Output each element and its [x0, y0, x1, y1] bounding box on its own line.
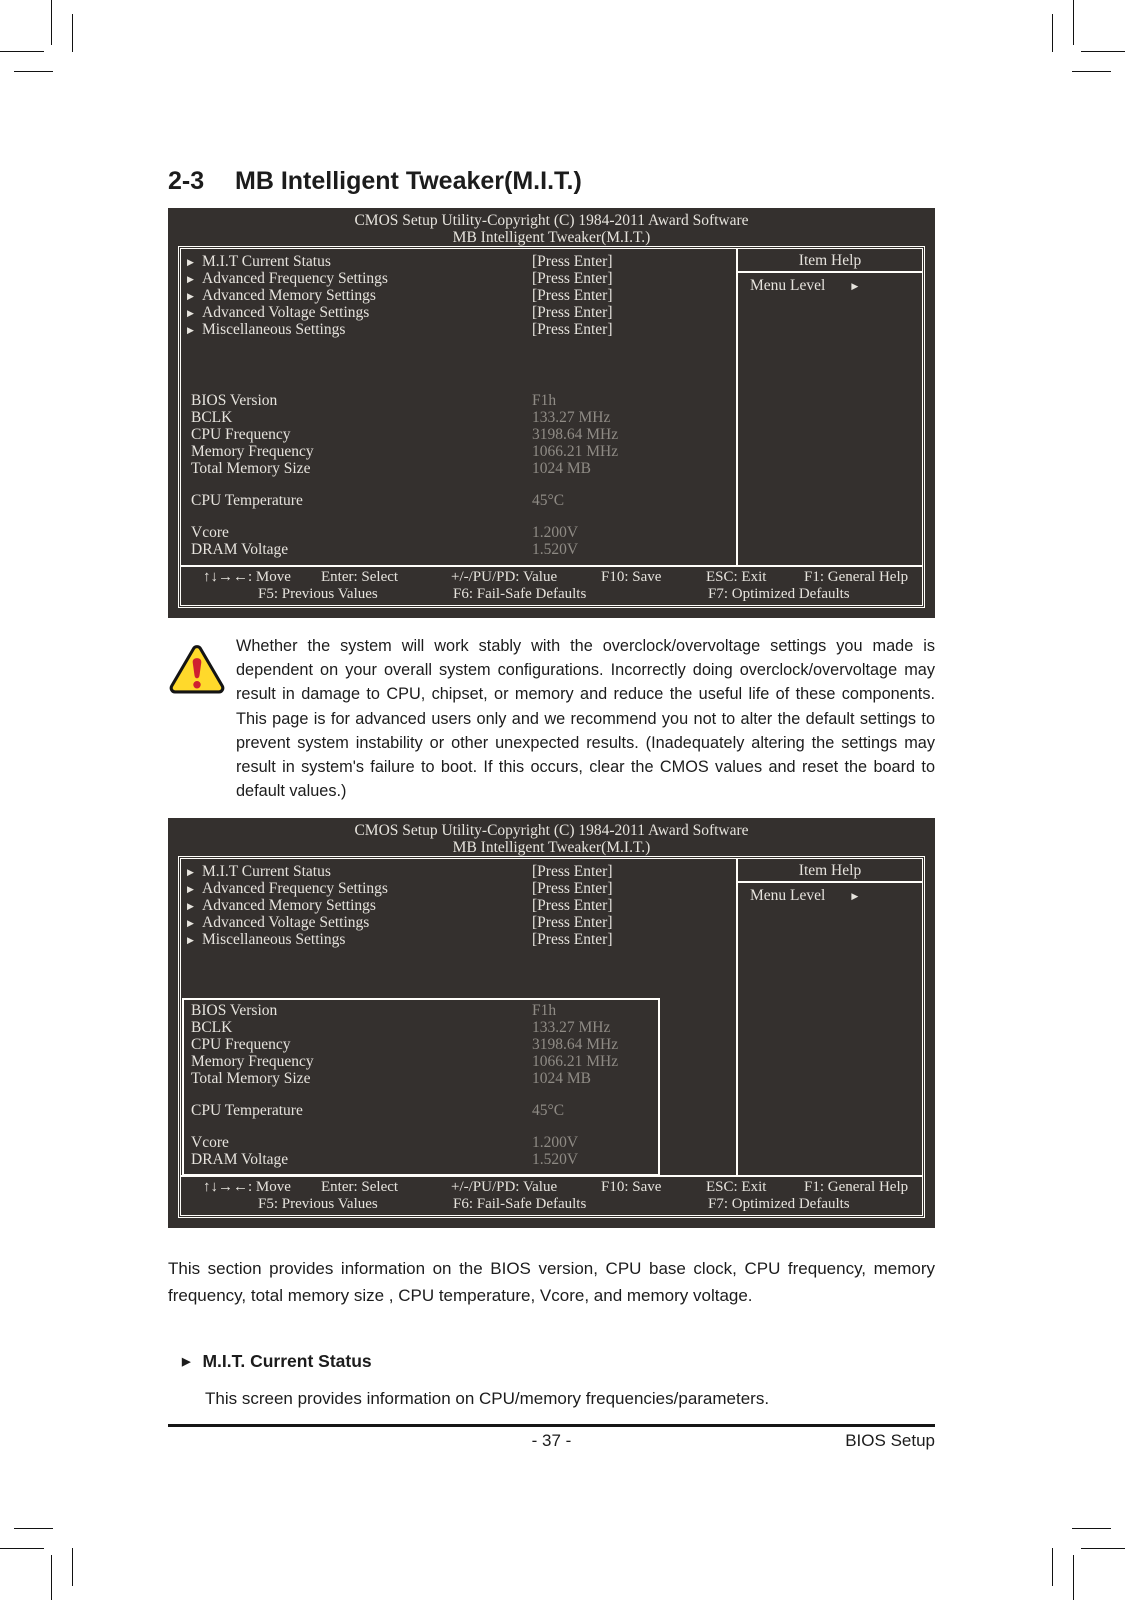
bios-key-legend [181, 1175, 922, 1215]
crop-mark [1072, 71, 1111, 72]
legend-row-1 [181, 569, 922, 586]
submenu-arrow-icon: ▶ [187, 274, 194, 284]
legend-previous-values: F5: Previous Values [258, 586, 378, 602]
warning-note [168, 634, 935, 803]
info-row-total-memory [181, 460, 736, 477]
info-label: BIOS Version [191, 392, 278, 409]
menu-item-value: [Press Enter] [532, 270, 613, 287]
item-help-panel [738, 249, 922, 565]
section-number: 2-3 [168, 167, 205, 195]
info-label: CPU Frequency [191, 426, 291, 443]
menu-item-value: [Press Enter] [532, 931, 613, 948]
subsection-body: This screen provides information on CPU/memory frequencies/parameters. [205, 1389, 770, 1408]
crop-mark [1073, 1555, 1074, 1600]
info-value: 1.520V [532, 541, 579, 558]
menu-item-advanced-voltage [181, 914, 736, 931]
info-label: Total Memory Size [191, 1070, 311, 1087]
subsection-title [168, 1350, 935, 1373]
info-row-cpu-frequency [181, 426, 736, 443]
crop-mark [1081, 51, 1125, 52]
menu-item-label: M.I.T Current Status [202, 863, 331, 880]
bios-key-legend [181, 565, 922, 605]
bios-setup-screenshot [168, 208, 935, 618]
menu-item-value: [Press Enter] [532, 863, 613, 880]
menu-item-miscellaneous [181, 931, 736, 948]
item-help-title: Item Help [738, 249, 922, 273]
menu-item-label: Miscellaneous Settings [202, 321, 346, 338]
info-row-memory-frequency [181, 443, 736, 460]
info-row-bios-version [181, 392, 736, 409]
menu-item-label: Miscellaneous Settings [202, 931, 346, 948]
menu-item-advanced-memory [181, 897, 736, 914]
info-row-bclk [181, 1019, 736, 1036]
info-row-dram-voltage [181, 1151, 736, 1168]
info-label: BIOS Version [191, 1002, 278, 1019]
legend-save: F10: Save [601, 569, 662, 585]
bios-header-page-title: MB Intelligent Tweaker(M.I.T.) [452, 229, 651, 246]
crop-mark [1052, 1548, 1053, 1586]
info-label: DRAM Voltage [191, 1151, 289, 1168]
legend-value: +/-/PU/PD: Value [451, 1179, 558, 1195]
info-value: 1066.21 MHz [532, 443, 619, 460]
info-label: BCLK [191, 409, 233, 426]
submenu-arrow-icon: ▶ [187, 884, 194, 894]
menu-level-row [738, 273, 922, 295]
legend-move: ↑↓→←: Move [203, 1179, 291, 1195]
submenu-arrow-icon: ▶ [187, 901, 194, 911]
info-value: 1.520V [532, 1151, 579, 1168]
info-label: Vcore [191, 1134, 229, 1151]
info-row-bclk [181, 409, 736, 426]
menu-item-label: Advanced Frequency Settings [202, 880, 388, 897]
page-footer [168, 1431, 935, 1453]
legend-move: ↑↓→←: Move [203, 569, 291, 585]
item-help-panel [738, 859, 922, 1175]
menu-item-label: M.I.T Current Status [202, 253, 331, 270]
subsection-title-text: M.I.T. Current Status [202, 1351, 372, 1371]
menu-level-label: Menu Level [750, 277, 826, 294]
legend-failsafe-defaults: F6: Fail-Safe Defaults [453, 586, 587, 602]
info-value: F1h [532, 392, 557, 409]
menu-item-advanced-voltage [181, 304, 736, 321]
info-value: 1.200V [532, 1134, 579, 1151]
menu-level-row [738, 883, 922, 905]
legend-row-2 [181, 586, 922, 603]
heading-arrow-icon: ▶ [182, 1356, 191, 1368]
crop-mark [0, 1548, 44, 1549]
crop-mark [51, 1555, 52, 1600]
info-value: 1024 MB [532, 1070, 591, 1087]
menu-item-value: [Press Enter] [532, 253, 613, 270]
info-value: 1066.21 MHz [532, 1053, 619, 1070]
info-row-memory-frequency [181, 1053, 736, 1070]
legend-save: F10: Save [601, 1179, 662, 1195]
footer-section-name: BIOS Setup [845, 1431, 935, 1450]
bios-info-block [181, 392, 736, 558]
info-label: CPU Temperature [191, 1102, 303, 1119]
crop-mark [51, 0, 52, 45]
legend-failsafe-defaults: F6: Fail-Safe Defaults [453, 1196, 587, 1212]
info-label: Memory Frequency [191, 443, 314, 460]
page-title [168, 166, 582, 196]
crop-mark [72, 1548, 73, 1586]
menu-item-advanced-frequency [181, 270, 736, 287]
page-number: - 37 - [531, 1431, 572, 1450]
legend-value: +/-/PU/PD: Value [451, 569, 558, 585]
bios-screenshot-first [168, 208, 935, 618]
legend-optimized-defaults: F7: Optimized Defaults [708, 1196, 850, 1212]
crop-mark [1073, 0, 1074, 45]
menu-level-arrow-icon: ▶ [851, 891, 859, 901]
warning-text: Whether the system will work stably with the overclock/overvoltage settings you made is dependent on your overall system configurations. Incorrectly doing overclock/overvoltage may result in damage to CPU, chipset, or memory and reduce the useful life of these components. This page is for advanced users only and we recommend you not to alter the default settings to prevent system instability or other unexpected results. (Inadequately altering the settings may result in system's failure to boot. If this occurs, clear the CMOS values and reset the board to default values.) [236, 637, 935, 801]
submenu-arrow-icon: ▶ [187, 308, 194, 318]
info-value: 1.200V [532, 524, 579, 541]
menu-level-label: Menu Level [750, 887, 826, 904]
submenu-arrow-icon: ▶ [187, 935, 194, 945]
info-label: DRAM Voltage [191, 541, 289, 558]
menu-item-label: Advanced Memory Settings [202, 287, 376, 304]
bios-header-copyright: CMOS Setup Utility-Copyright (C) 1984-2011 Award Software [354, 822, 749, 839]
menu-item-value: [Press Enter] [532, 880, 613, 897]
menu-item-advanced-memory [181, 287, 736, 304]
menu-item-label: Advanced Frequency Settings [202, 270, 388, 287]
info-value: 133.27 MHz [532, 409, 611, 426]
info-row-cpu-temperature [181, 1102, 736, 1119]
crop-mark [14, 1528, 53, 1529]
crop-mark [1052, 14, 1053, 52]
subsection-mit-current-status [168, 1350, 935, 1410]
crop-mark [0, 51, 44, 52]
info-row-dram-voltage [181, 541, 736, 558]
info-value: F1h [532, 1002, 557, 1019]
info-row-total-memory [181, 1070, 736, 1087]
legend-row-2 [181, 1196, 922, 1213]
info-value: 45°C [532, 1102, 565, 1119]
bios-screenshot-second [168, 818, 935, 1228]
submenu-arrow-icon: ▶ [187, 918, 194, 928]
crop-mark [72, 14, 73, 52]
legend-optimized-defaults: F7: Optimized Defaults [708, 586, 850, 602]
info-value: 1024 MB [532, 460, 591, 477]
bios-info-block [181, 1002, 736, 1168]
bios-frame [178, 856, 925, 1218]
info-value: 133.27 MHz [532, 1019, 611, 1036]
menu-item-value: [Press Enter] [532, 914, 613, 931]
menu-level-arrow-icon: ▶ [851, 281, 859, 291]
info-row-bios-version [181, 1002, 736, 1019]
legend-previous-values: F5: Previous Values [258, 1196, 378, 1212]
menu-item-label: Advanced Voltage Settings [202, 914, 370, 931]
footer-rule [168, 1424, 935, 1427]
bios-header-copyright: CMOS Setup Utility-Copyright (C) 1984-2011 Award Software [354, 212, 749, 229]
menu-item-mit-current-status [181, 863, 736, 880]
legend-exit: ESC: Exit [706, 1179, 767, 1195]
warning-icon [168, 634, 236, 803]
bios-setup-screenshot [168, 818, 935, 1228]
menu-item-value: [Press Enter] [532, 287, 613, 304]
info-row-cpu-temperature [181, 492, 736, 509]
submenu-arrow-icon: ▶ [187, 867, 194, 877]
info-row-vcore [181, 524, 736, 541]
menu-item-value: [Press Enter] [532, 304, 613, 321]
bios-header [168, 818, 935, 856]
bios-header [168, 208, 935, 246]
info-value: 3198.64 MHz [532, 426, 619, 443]
bios-header-page-title: MB Intelligent Tweaker(M.I.T.) [452, 839, 651, 856]
menu-item-value: [Press Enter] [532, 897, 613, 914]
info-label: CPU Frequency [191, 1036, 291, 1053]
info-row-cpu-frequency [181, 1036, 736, 1053]
bios-menu-area [181, 859, 736, 1175]
info-label: Total Memory Size [191, 460, 311, 477]
menu-item-label: Advanced Memory Settings [202, 897, 376, 914]
info-value: 45°C [532, 492, 565, 509]
menu-item-label: Advanced Voltage Settings [202, 304, 370, 321]
menu-item-advanced-frequency [181, 880, 736, 897]
menu-item-value: [Press Enter] [532, 321, 613, 338]
info-label: CPU Temperature [191, 492, 303, 509]
section-title: MB Intelligent Tweaker(M.I.T.) [235, 167, 582, 195]
submenu-arrow-icon: ▶ [187, 325, 194, 335]
legend-select: Enter: Select [321, 569, 399, 585]
legend-row-1 [181, 1179, 922, 1196]
legend-select: Enter: Select [321, 1179, 399, 1195]
crop-mark [1072, 1528, 1111, 1529]
item-help-title: Item Help [738, 859, 922, 883]
info-label: BCLK [191, 1019, 233, 1036]
menu-item-mit-current-status [181, 253, 736, 270]
crop-mark [14, 71, 53, 72]
section-description: This section provides information on the BIOS version, CPU base clock, CPU frequency, memory frequency, total memory size , CPU temperature, Vcore, and memory voltage. [168, 1259, 935, 1305]
info-label: Memory Frequency [191, 1053, 314, 1070]
bios-frame [178, 246, 925, 608]
info-row-vcore [181, 1134, 736, 1151]
bios-menu-area [181, 249, 736, 565]
legend-general-help: F1: General Help [804, 1179, 909, 1195]
submenu-arrow-icon: ▶ [187, 257, 194, 267]
info-value: 3198.64 MHz [532, 1036, 619, 1053]
legend-general-help: F1: General Help [804, 569, 909, 585]
crop-mark [1081, 1548, 1125, 1549]
submenu-arrow-icon: ▶ [187, 291, 194, 301]
info-label: Vcore [191, 524, 229, 541]
legend-exit: ESC: Exit [706, 569, 767, 585]
menu-item-miscellaneous [181, 321, 736, 338]
